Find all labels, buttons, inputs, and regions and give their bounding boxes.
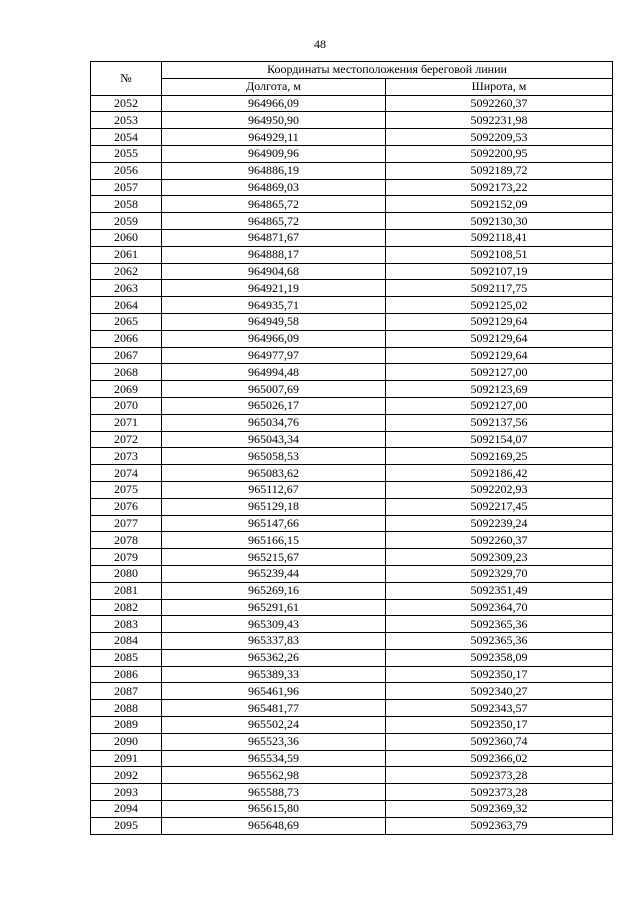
cell-longitude: 965215,67: [162, 549, 386, 566]
cell-latitude: 5092118,41: [386, 229, 613, 246]
cell-number: 2055: [91, 145, 162, 162]
table-row: [91, 465, 613, 482]
table-row: [91, 532, 613, 549]
cell-longitude: 964869,03: [162, 179, 386, 196]
cell-number: 2093: [91, 784, 162, 801]
cell-number: 2075: [91, 481, 162, 498]
table-row: [91, 263, 613, 280]
column-header-number: №: [91, 62, 162, 96]
cell-number: 2060: [91, 229, 162, 246]
cell-longitude: 964921,19: [162, 280, 386, 297]
cell-latitude: 5092173,22: [386, 179, 613, 196]
cell-longitude: 965648,69: [162, 817, 386, 834]
cell-longitude: 965534,59: [162, 750, 386, 767]
cell-number: 2071: [91, 414, 162, 431]
column-header-longitude: Долгота, м: [162, 78, 386, 95]
cell-latitude: 5092351,49: [386, 582, 613, 599]
column-header-group: Координаты местоположения береговой линии: [162, 62, 613, 79]
table-row: [91, 700, 613, 717]
cell-number: 2089: [91, 717, 162, 734]
cell-latitude: 5092217,45: [386, 498, 613, 515]
cell-latitude: 5092231,98: [386, 112, 613, 129]
table-row: [91, 313, 613, 330]
cell-longitude: 965362,26: [162, 649, 386, 666]
cell-number: 2079: [91, 549, 162, 566]
cell-longitude: 964929,11: [162, 129, 386, 146]
table-row: [91, 145, 613, 162]
table-row: [91, 616, 613, 633]
cell-longitude: 965502,24: [162, 717, 386, 734]
cell-latitude: 5092129,64: [386, 347, 613, 364]
cell-number: 2074: [91, 465, 162, 482]
table-row: [91, 280, 613, 297]
cell-number: 2059: [91, 213, 162, 230]
header-row-group: [91, 62, 613, 79]
cell-longitude: 964909,96: [162, 145, 386, 162]
cell-latitude: 5092107,19: [386, 263, 613, 280]
table-row: [91, 498, 613, 515]
cell-latitude: 5092125,02: [386, 297, 613, 314]
cell-latitude: 5092360,74: [386, 733, 613, 750]
cell-number: 2092: [91, 767, 162, 784]
cell-latitude: 5092186,42: [386, 465, 613, 482]
table-row: [91, 801, 613, 818]
table-row: [91, 179, 613, 196]
cell-longitude: 965007,69: [162, 381, 386, 398]
cell-number: 2058: [91, 196, 162, 213]
column-header-latitude: Широта, м: [386, 78, 613, 95]
cell-longitude: 965083,62: [162, 465, 386, 482]
cell-latitude: 5092363,79: [386, 817, 613, 834]
table-row: [91, 381, 613, 398]
table-header: [91, 62, 613, 96]
cell-latitude: 5092364,70: [386, 599, 613, 616]
cell-longitude: 964977,97: [162, 347, 386, 364]
coordinates-table: [90, 61, 613, 835]
cell-number: 2065: [91, 313, 162, 330]
cell-longitude: 965588,73: [162, 784, 386, 801]
cell-latitude: 5092358,09: [386, 649, 613, 666]
cell-number: 2091: [91, 750, 162, 767]
cell-number: 2068: [91, 364, 162, 381]
table-row: [91, 549, 613, 566]
cell-number: 2094: [91, 801, 162, 818]
table-row: [91, 297, 613, 314]
cell-longitude: 965291,61: [162, 599, 386, 616]
table-row: [91, 213, 613, 230]
cell-longitude: 964904,68: [162, 263, 386, 280]
cell-number: 2054: [91, 129, 162, 146]
table-row: [91, 246, 613, 263]
cell-longitude: 965309,43: [162, 616, 386, 633]
table-row: [91, 196, 613, 213]
cell-number: 2063: [91, 280, 162, 297]
cell-longitude: 965269,16: [162, 582, 386, 599]
cell-longitude: 965147,66: [162, 515, 386, 532]
cell-longitude: 965337,83: [162, 633, 386, 650]
table-row: [91, 448, 613, 465]
table-row: [91, 347, 613, 364]
cell-longitude: 964994,48: [162, 364, 386, 381]
table-row: [91, 683, 613, 700]
cell-number: 2052: [91, 95, 162, 112]
table-row: [91, 95, 613, 112]
cell-latitude: 5092209,53: [386, 129, 613, 146]
cell-longitude: 964950,90: [162, 112, 386, 129]
cell-longitude: 965058,53: [162, 448, 386, 465]
cell-number: 2067: [91, 347, 162, 364]
cell-latitude: 5092365,36: [386, 616, 613, 633]
cell-number: 2077: [91, 515, 162, 532]
cell-longitude: 964865,72: [162, 196, 386, 213]
table-row: [91, 330, 613, 347]
table-row: [91, 565, 613, 582]
table-row: [91, 750, 613, 767]
cell-latitude: 5092152,09: [386, 196, 613, 213]
cell-latitude: 5092200,95: [386, 145, 613, 162]
table-row: [91, 397, 613, 414]
cell-number: 2083: [91, 616, 162, 633]
cell-longitude: 965481,77: [162, 700, 386, 717]
cell-longitude: 964888,17: [162, 246, 386, 263]
cell-latitude: 5092366,02: [386, 750, 613, 767]
cell-latitude: 5092373,28: [386, 784, 613, 801]
cell-latitude: 5092189,72: [386, 162, 613, 179]
cell-number: 2056: [91, 162, 162, 179]
cell-number: 2085: [91, 649, 162, 666]
cell-number: 2069: [91, 381, 162, 398]
table-row: [91, 112, 613, 129]
cell-longitude: 964949,58: [162, 313, 386, 330]
table-row: [91, 817, 613, 834]
cell-longitude: 964871,67: [162, 229, 386, 246]
cell-latitude: 5092123,69: [386, 381, 613, 398]
cell-latitude: 5092202,93: [386, 481, 613, 498]
cell-latitude: 5092340,27: [386, 683, 613, 700]
cell-longitude: 964886,19: [162, 162, 386, 179]
header-row-columns: [91, 78, 613, 95]
cell-number: 2087: [91, 683, 162, 700]
cell-latitude: 5092154,07: [386, 431, 613, 448]
cell-longitude: 964935,71: [162, 297, 386, 314]
cell-latitude: 5092343,57: [386, 700, 613, 717]
cell-number: 2080: [91, 565, 162, 582]
cell-number: 2061: [91, 246, 162, 263]
cell-latitude: 5092129,64: [386, 330, 613, 347]
cell-longitude: 965112,67: [162, 481, 386, 498]
cell-number: 2084: [91, 633, 162, 650]
cell-longitude: 965166,15: [162, 532, 386, 549]
cell-latitude: 5092169,25: [386, 448, 613, 465]
table-row: [91, 129, 613, 146]
table-row: [91, 633, 613, 650]
table-row: [91, 414, 613, 431]
cell-latitude: 5092260,37: [386, 532, 613, 549]
table-body: [91, 95, 613, 834]
cell-latitude: 5092350,17: [386, 717, 613, 734]
cell-number: 2062: [91, 263, 162, 280]
cell-longitude: 965562,98: [162, 767, 386, 784]
table-row: [91, 666, 613, 683]
cell-latitude: 5092309,23: [386, 549, 613, 566]
table-row: [91, 733, 613, 750]
cell-latitude: 5092108,51: [386, 246, 613, 263]
cell-latitude: 5092260,37: [386, 95, 613, 112]
cell-longitude: 965043,34: [162, 431, 386, 448]
cell-longitude: 964966,09: [162, 330, 386, 347]
cell-number: 2090: [91, 733, 162, 750]
table-row: [91, 515, 613, 532]
cell-latitude: 5092350,17: [386, 666, 613, 683]
page-number: 48: [314, 37, 326, 51]
cell-longitude: 965615,80: [162, 801, 386, 818]
cell-latitude: 5092239,24: [386, 515, 613, 532]
cell-latitude: 5092365,36: [386, 633, 613, 650]
cell-longitude: 965129,18: [162, 498, 386, 515]
cell-number: 2076: [91, 498, 162, 515]
table-row: [91, 582, 613, 599]
cell-latitude: 5092127,00: [386, 397, 613, 414]
table-row: [91, 649, 613, 666]
cell-number: 2095: [91, 817, 162, 834]
cell-number: 2057: [91, 179, 162, 196]
cell-number: 2066: [91, 330, 162, 347]
table-row: [91, 599, 613, 616]
cell-latitude: 5092137,56: [386, 414, 613, 431]
table-row: [91, 767, 613, 784]
table-row: [91, 717, 613, 734]
cell-latitude: 5092117,75: [386, 280, 613, 297]
cell-longitude: 965461,96: [162, 683, 386, 700]
cell-longitude: 965389,33: [162, 666, 386, 683]
cell-number: 2064: [91, 297, 162, 314]
cell-longitude: 965239,44: [162, 565, 386, 582]
cell-number: 2081: [91, 582, 162, 599]
table-row: [91, 364, 613, 381]
cell-longitude: 964966,09: [162, 95, 386, 112]
cell-longitude: 965026,17: [162, 397, 386, 414]
table-row: [91, 481, 613, 498]
cell-number: 2072: [91, 431, 162, 448]
cell-number: 2070: [91, 397, 162, 414]
table-row: [91, 784, 613, 801]
cell-latitude: 5092127,00: [386, 364, 613, 381]
cell-number: 2053: [91, 112, 162, 129]
table-row: [91, 162, 613, 179]
cell-number: 2086: [91, 666, 162, 683]
table-row: [91, 229, 613, 246]
cell-number: 2082: [91, 599, 162, 616]
cell-longitude: 965523,36: [162, 733, 386, 750]
cell-number: 2078: [91, 532, 162, 549]
cell-latitude: 5092373,28: [386, 767, 613, 784]
cell-number: 2073: [91, 448, 162, 465]
cell-latitude: 5092130,30: [386, 213, 613, 230]
cell-latitude: 5092129,64: [386, 313, 613, 330]
cell-longitude: 964865,72: [162, 213, 386, 230]
cell-latitude: 5092369,32: [386, 801, 613, 818]
cell-longitude: 965034,76: [162, 414, 386, 431]
cell-latitude: 5092329,70: [386, 565, 613, 582]
table-row: [91, 431, 613, 448]
cell-number: 2088: [91, 700, 162, 717]
